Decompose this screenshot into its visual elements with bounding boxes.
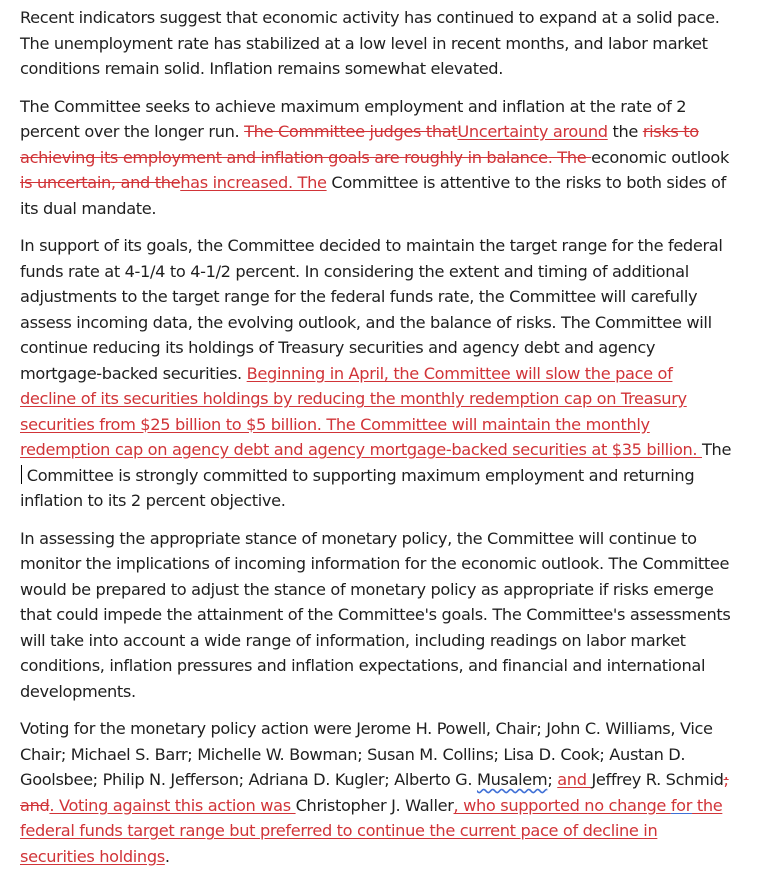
deletion-judges-that[interactable]: The Committee judges that <box>244 122 458 141</box>
deletion-is-uncertain[interactable]: is uncertain, and the <box>20 173 181 192</box>
paragraph-voting[interactable] <box>20 716 732 869</box>
document-body[interactable] <box>20 5 732 881</box>
p3-text-a: In support of its goals, the Committee decided to maintain the target range for the federal funds rate at 4-1/4 to 4-1/2 percent. In considering the extent and timing of additional adjustments to the target range for the federal funds rate, the Committee will carefully assess incoming data, the evolving outlook, and the balance of risks. The Committee will continue reducing its holdings of Treasury securities and agency debt and agency mortgage-backed securities. <box>20 236 723 383</box>
p2-text-c: economic outlook <box>591 147 729 167</box>
p3-text-b: The <box>702 440 732 459</box>
p2-text-a: The Committee seeks to achieve maximum employment and inflation at the rate of 2 percent over the longer run. <box>20 96 687 141</box>
paragraph-policy-decision[interactable] <box>20 233 732 514</box>
paragraph-policy-stance[interactable] <box>20 526 732 705</box>
p5-text-e: . <box>164 846 170 866</box>
insertion-has-increased[interactable]: has increased. The <box>180 173 327 192</box>
p4-text: In assessing the appropriate stance of monetary policy, the Committee will continue to monitor the implications of incoming information for the economic outlook. The Committee would be prepared to adjust the stance of monetary policy as appropriate if risks emerge that could impede the attainment of the Committee's goals. The Committee's assessments will take into account a wide range of information, including readings on labor market conditions, inflation pressures and inflation expectations, and financial and international developments. <box>20 528 731 701</box>
deletion-risks-balance[interactable]: risks to achieving its employment and inflation goals are roughly in balance. The <box>20 122 699 167</box>
spelling-flag-musalem[interactable]: Musalem <box>476 770 548 789</box>
insertion-voting-against[interactable]: . Voting against this action was <box>49 795 296 815</box>
paragraph-economic-activity[interactable] <box>20 5 732 82</box>
p5-text-d: Christopher J. Waller <box>295 795 454 815</box>
insertion-redemption-cap[interactable]: Beginning in April, the Committee will slow the pace of decline of its securities holdings by reducing the monthly redemption cap on Treasury securities from $25 billion to $5 billion. The Committee will maintain the monthly redemption cap on agency debt and agency mortgage-backed securities at $35 billion. <box>20 363 702 459</box>
paragraph-committee-goals[interactable] <box>20 94 732 222</box>
insertion-uncertainty-around[interactable]: Uncertainty around <box>457 122 608 141</box>
p2-text-d: Committee is attentive to the risks to both sides of its dual mandate. <box>20 173 726 218</box>
insertion-target-range[interactable]: the federal funds target range but preferred to continue the current pace of decline in securities holdings <box>20 795 723 866</box>
p5-text-b: ; <box>547 770 558 789</box>
insertion-and[interactable]: and <box>557 770 592 789</box>
deletion-semicolon-and[interactable]: ; and <box>20 770 729 815</box>
p1-text: Recent indicators suggest that economic activity has continued to expand at a solid pace. The unemployment rate has stabilized at a low level in recent months, and labor market conditions remain solid. Inflation remains somewhat elevated. <box>20 8 720 78</box>
p5-text-a: Voting for the monetary policy action were Jerome H. Powell, Chair; John C. Williams, Vice Chair; Michael S. Barr; Michelle W. Bowman; Susan M. Collins; Lisa D. Cook; Austan D. Goolsbee; Philip N. Jefferson; Adriana D. Kugler; Alberto G. <box>20 719 713 789</box>
p5-text-c: Jeffrey R. Schmid <box>591 770 724 789</box>
p2-text-b: the <box>607 122 643 141</box>
insertion-supported-no-change[interactable]: , who supported no change <box>453 795 671 815</box>
p3-text-c: Committee is strongly committed to supporting maximum employment and returning inflation to its 2 percent objective. <box>20 465 695 510</box>
insertion-for[interactable]: for <box>670 795 693 815</box>
